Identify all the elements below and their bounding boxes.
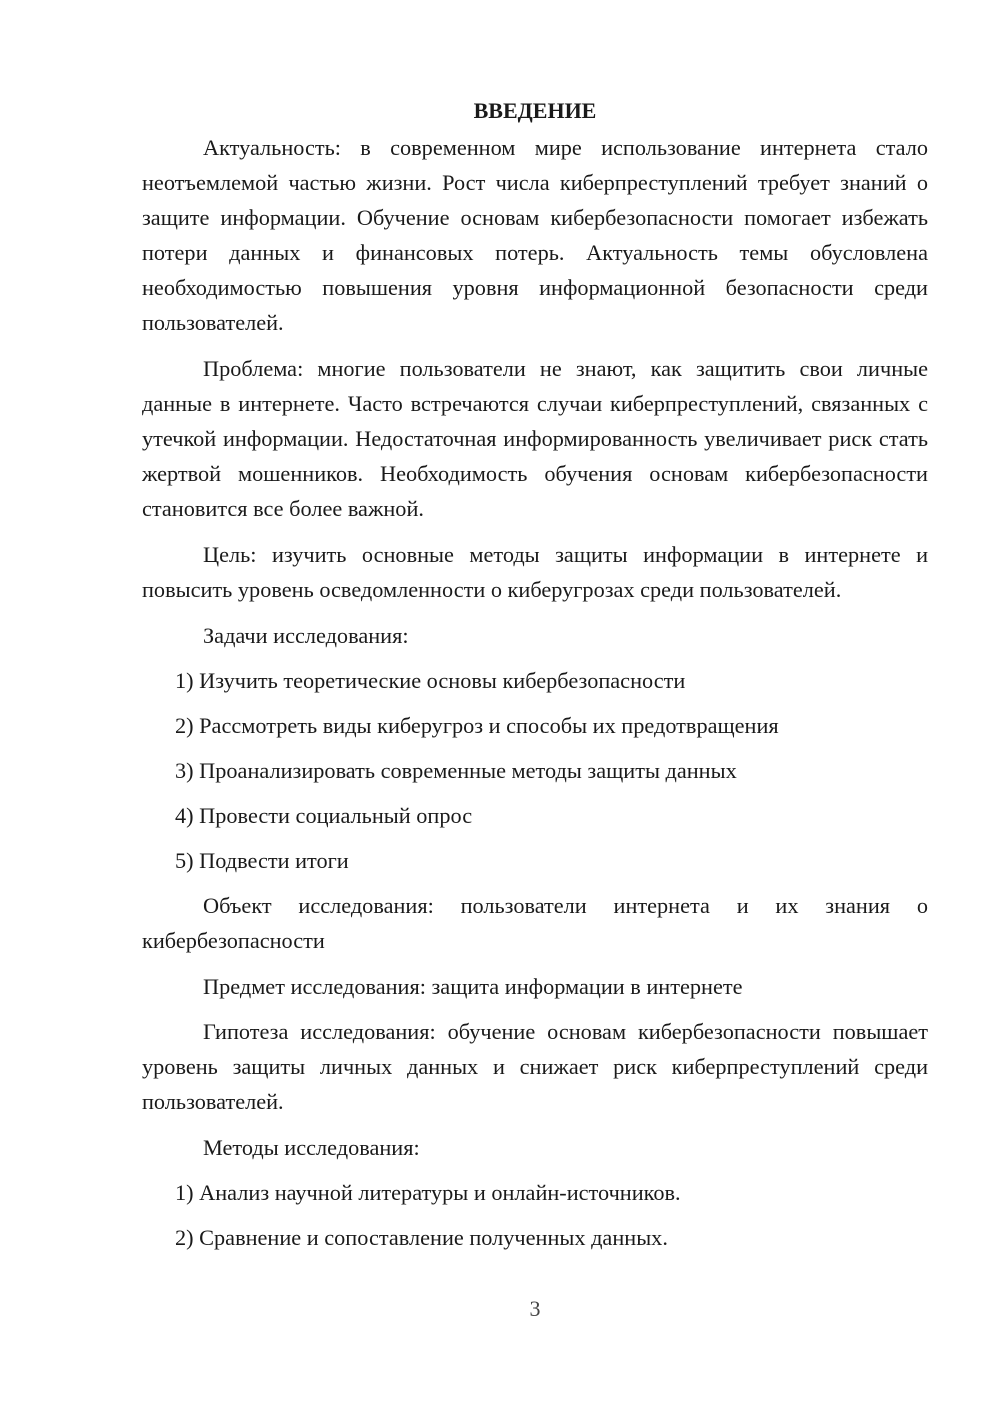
methods-list — [142, 1175, 928, 1255]
hypothesis-paragraph: Гипотеза исследования: обучение основам кибербезопасности повышает уровень защиты личных данных и снижает риск киберпреступлений среди пользователей. — [142, 1019, 928, 1114]
task-item: 5) Подвести итоги — [175, 848, 349, 873]
tasks-list — [142, 663, 928, 878]
methods-heading: Методы исследования: — [203, 1135, 420, 1160]
section-title: ВВЕДЕНИЕ — [473, 98, 597, 123]
document-page — [142, 94, 928, 1265]
task-item: 1) Изучить теоретические основы кибербезопасности — [175, 668, 686, 693]
task-item: 4) Провести социальный опрос — [175, 803, 473, 828]
relevance-paragraph: Актуальность: в современном мире использование интернета стало неотъемлемой частью жизни. Рост числа киберпреступлений требует знаний о защите информации. Обучение основам кибербезопасности помогает избежать потери данных и финансовых потерь. Актуальность темы обусловлена необходимостью повышения уровня информационной безопасности среди пользователей. — [142, 135, 928, 335]
method-item: 2) Сравнение и сопоставление полученных данных. — [175, 1225, 668, 1250]
tasks-heading: Задачи исследования: — [203, 623, 409, 648]
task-item: 2) Рассмотреть виды киберугроз и способы их предотвращения — [175, 713, 779, 738]
object-paragraph: Объект исследования: пользователи интернета и их знания о кибербезопасности — [142, 893, 928, 953]
task-item: 3) Проанализировать современные методы защиты данных — [175, 758, 737, 783]
method-item: 1) Анализ научной литературы и онлайн-источников. — [175, 1180, 681, 1205]
subject-paragraph: Предмет исследования: защита информации в интернете — [203, 974, 743, 999]
problem-paragraph: Проблема: многие пользователи не знают, как защитить свои личные данные в интернете. Часто встречаются случаи киберпреступлений, связанных с утечкой информации. Недостаточная информированность увеличивает риск стать жертвой мошенников. Необходимость обучения основам кибербезопасности становится все более важной. — [142, 356, 928, 521]
page-number: 3 — [529, 1296, 541, 1321]
goal-paragraph: Цель: изучить основные методы защиты информации в интернете и повысить уровень осведомленности о киберугрозах среди пользователей. — [142, 542, 928, 602]
